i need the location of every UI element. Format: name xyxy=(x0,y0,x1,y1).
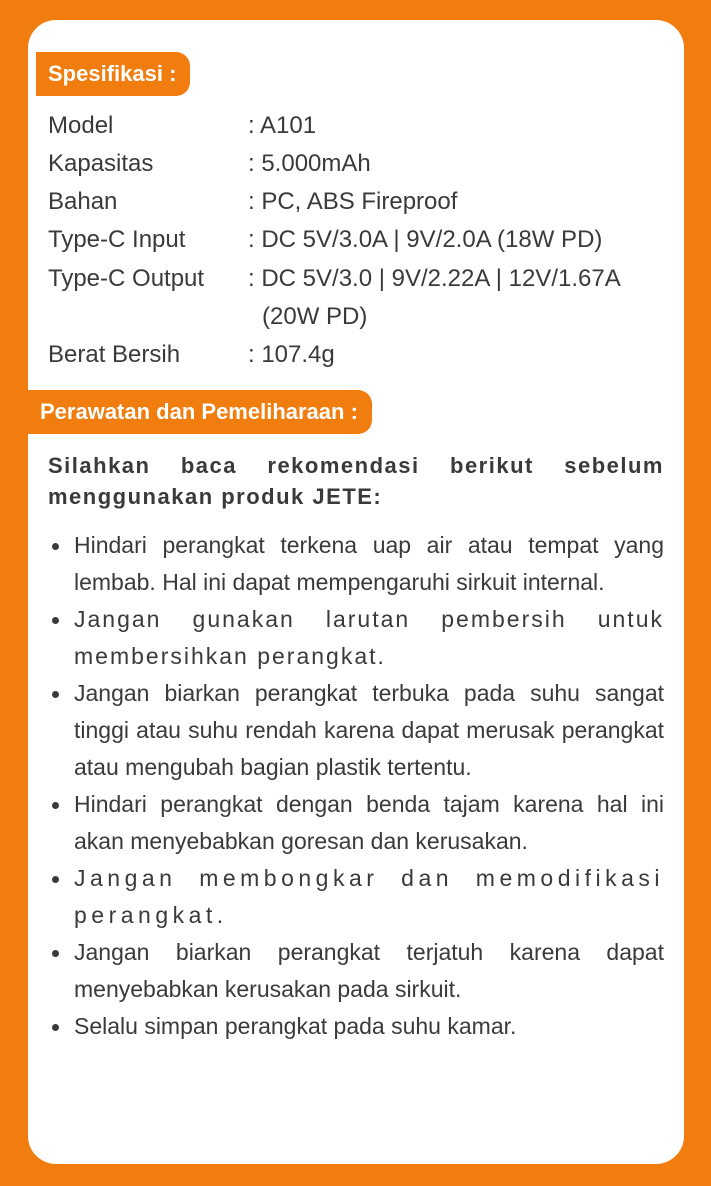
spec-label: Model xyxy=(48,112,114,139)
bullet-icon xyxy=(52,1024,59,1031)
spec-section-title: Spesifikasi : xyxy=(36,52,190,96)
spec-value-continued: (20W PD) xyxy=(262,303,368,330)
spec-value: : 107.4g xyxy=(248,341,335,368)
list-item xyxy=(48,601,664,675)
list-item-text: Selalu simpan perangkat pada suhu kamar. xyxy=(74,1013,517,1039)
spec-label: Kapasitas xyxy=(48,150,154,177)
spec-value: : PC, ABS Fireproof xyxy=(248,188,458,215)
bullet-icon xyxy=(52,802,59,809)
spec-label: Type-C Output xyxy=(48,265,205,292)
list-item-text: Jangan biarkan perangkat terbuka pada suhu sangat tinggi atau suhu rendah karena dapat merusak perangkat atau mengubah bagian plastik tertentu. xyxy=(74,680,664,780)
spec-value: : 5.000mAh xyxy=(248,150,371,177)
spec-value: : DC 5V/3.0 | 9V/2.22A | 12V/1.67A xyxy=(248,265,621,292)
list-item xyxy=(48,1008,664,1045)
list-item xyxy=(48,527,664,601)
list-item xyxy=(48,786,664,860)
list-item-text: Jangan gunakan larutan pembersih untuk membersihkan perangkat. xyxy=(74,606,664,669)
care-list xyxy=(48,527,664,1045)
list-item-text: Hindari perangkat dengan benda tajam karena hal ini akan menyebabkan goresan dan kerusakan. xyxy=(74,791,664,854)
list-item-text: Hindari perangkat terkena uap air atau tempat yang lembab. Hal ini dapat mempengaruhi sirkuit internal. xyxy=(74,532,664,595)
list-item xyxy=(48,860,664,934)
list-item xyxy=(48,934,664,1008)
spec-label: Bahan xyxy=(48,188,118,215)
bullet-icon xyxy=(52,617,59,624)
bullet-icon xyxy=(52,691,59,698)
care-section-title: Perawatan dan Pemeliharaan : xyxy=(28,390,372,434)
spec-card xyxy=(28,20,684,1164)
list-item xyxy=(48,675,664,786)
care-intro: Silahkan baca rekomendasi berikut sebelum menggunakan produk JETE: xyxy=(48,453,664,509)
spec-label: Berat Bersih xyxy=(48,341,181,368)
bullet-icon xyxy=(52,876,59,883)
spec-value: : A101 xyxy=(248,112,317,139)
bullet-icon xyxy=(52,543,59,550)
list-item-text: Jangan membongkar dan memodifikasi perangkat. xyxy=(74,865,664,928)
bullet-icon xyxy=(52,950,59,957)
spec-value: : DC 5V/3.0A | 9V/2.0A (18W PD) xyxy=(248,226,603,253)
spec-label: Type-C Input xyxy=(48,226,186,253)
list-item-text: Jangan biarkan perangkat terjatuh karena dapat menyebabkan kerusakan pada sirkuit. xyxy=(74,939,664,1002)
